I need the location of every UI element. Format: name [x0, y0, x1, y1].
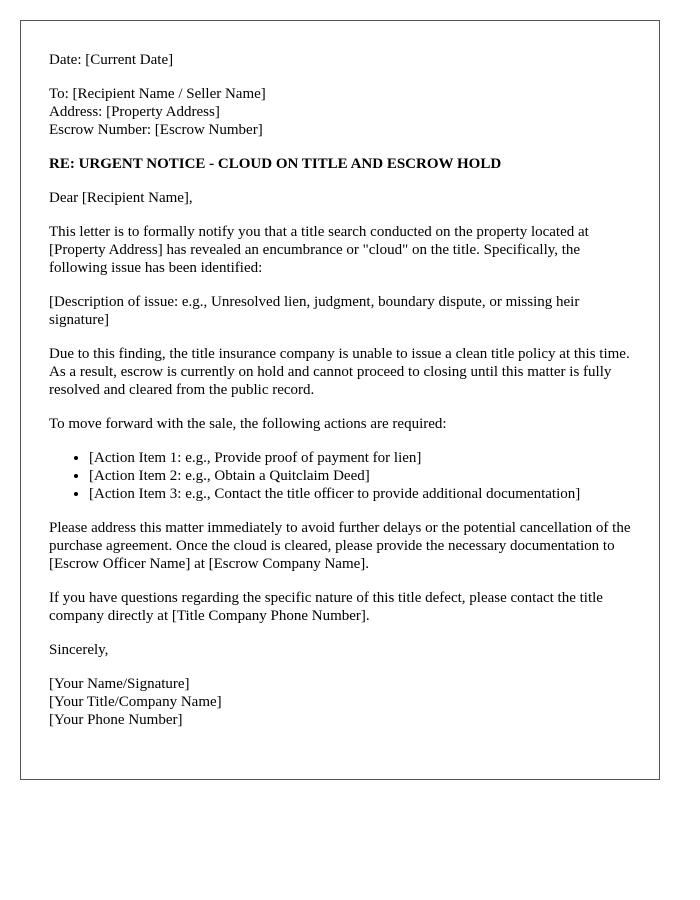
closing: Sincerely, — [49, 642, 109, 658]
recipient-address-line: Address: [Property Address] — [49, 104, 220, 120]
subject-line: RE: URGENT NOTICE - CLOUD ON TITLE AND ESCROW HOLD — [49, 156, 502, 172]
address-matter-paragraph: Please address this matter immediately to avoid further delays or the potential cancellation of the purchase agreement. Once the cloud is cleared, please provide the necessary documentation to [Escrow Officer Name] at [Escrow Company Name]. — [49, 520, 631, 572]
action-items-list — [49, 449, 631, 503]
salutation: Dear [Recipient Name], — [49, 190, 193, 206]
questions-paragraph: If you have questions regarding the specific nature of this title defect, please contact the title company directly at [Title Company Phone Number]. — [49, 590, 603, 624]
action-item: • [Action Item 1: e.g., Provide proof of payment for lien] — [89, 449, 631, 467]
actions-intro: To move forward with the sale, the following actions are required: — [49, 416, 447, 432]
finding-paragraph: Due to this finding, the title insurance company is unable to issue a clean title policy at this time. As a result, escrow is currently on hold and cannot proceed to closing until this matter is fully resolved and cleared from the public record. — [49, 346, 630, 398]
letter-document — [20, 20, 660, 780]
action-item: • [Action Item 2: e.g., Obtain a Quitclaim Deed] — [89, 467, 631, 485]
intro-paragraph: This letter is to formally notify you that a title search conducted on the property located at [Property Address] has revealed an encumbrance or "cloud" on the title. Specifically, the following issue has been identified: — [49, 224, 589, 276]
signature-name-line: [Your Name/Signature] — [49, 676, 190, 692]
recipient-escrow-line: Escrow Number: [Escrow Number] — [49, 122, 263, 138]
action-item: • [Action Item 3: e.g., Contact the title officer to provide additional documentation] — [89, 485, 631, 503]
signature-title-line: [Your Title/Company Name] — [49, 694, 222, 710]
signature-block — [49, 675, 631, 729]
signature-phone-line: [Your Phone Number] — [49, 712, 183, 728]
issue-description: [Description of issue: e.g., Unresolved lien, judgment, boundary dispute, or missing heir signature] — [49, 294, 580, 328]
recipient-block — [49, 85, 631, 139]
date-line: Date: [Current Date] — [49, 52, 174, 68]
recipient-to-line: To: [Recipient Name / Seller Name] — [49, 86, 266, 102]
